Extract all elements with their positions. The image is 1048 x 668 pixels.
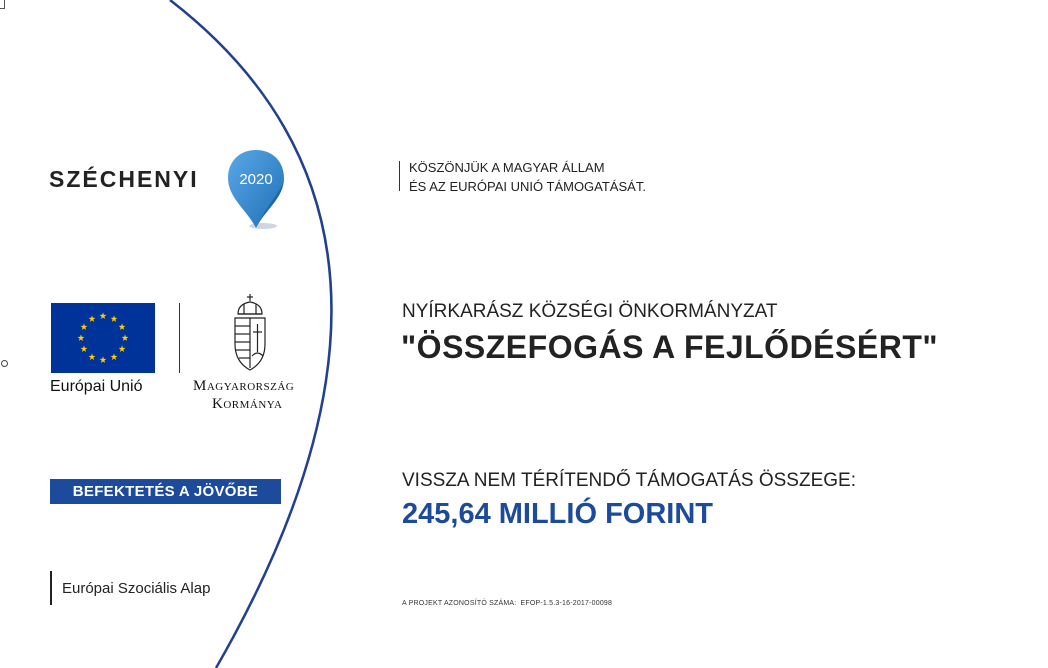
registration-mark	[1, 360, 8, 367]
project-id	[402, 600, 612, 607]
szechenyi-year: 2020	[239, 171, 273, 188]
government-line-2: Kormánya	[212, 396, 283, 412]
beneficiary-name: NYÍRKARÁSZ KÖZSÉGI ÖNKORMÁNYZAT	[402, 301, 778, 322]
project-id-value: EFOP-1.5.3-16-2017-00098	[520, 600, 613, 607]
logo-divider	[179, 303, 180, 373]
esf-label: Európai Szociális Alap	[62, 580, 211, 597]
esf-divider	[50, 571, 52, 605]
eu-flag-icon	[51, 303, 155, 373]
hungarian-crest-icon	[230, 292, 270, 372]
project-title: "ÖSSZEFOGÁS A FEJLŐDÉSÉRT"	[401, 329, 939, 365]
thanks-line-2: ÉS AZ EURÓPAI UNIÓ TÁMOGATÁSÁT.	[409, 179, 646, 194]
crop-mark	[0, 0, 5, 9]
thanks-line-1: KÖSZÖNJÜK A MAGYAR ÁLLAM	[409, 160, 605, 175]
project-id-label: A PROJEKT AZONOSÍTÓ SZÁMA:	[402, 600, 517, 607]
grant-amount: 245,64 MILLIÓ FORINT	[402, 498, 713, 530]
thanks-divider	[399, 161, 400, 191]
eu-label: Európai Unió	[50, 378, 143, 395]
szechenyi-pin-icon	[225, 148, 287, 232]
szechenyi-logo-text: SZÉCHENYI	[49, 166, 199, 192]
government-line-1: Magyarország	[193, 378, 295, 394]
grant-label: VISSZA NEM TÉRÍTENDŐ TÁMOGATÁS ÖSSZEGE:	[402, 470, 856, 491]
investment-badge: BEFEKTETÉS A JÖVŐBE	[50, 479, 281, 504]
